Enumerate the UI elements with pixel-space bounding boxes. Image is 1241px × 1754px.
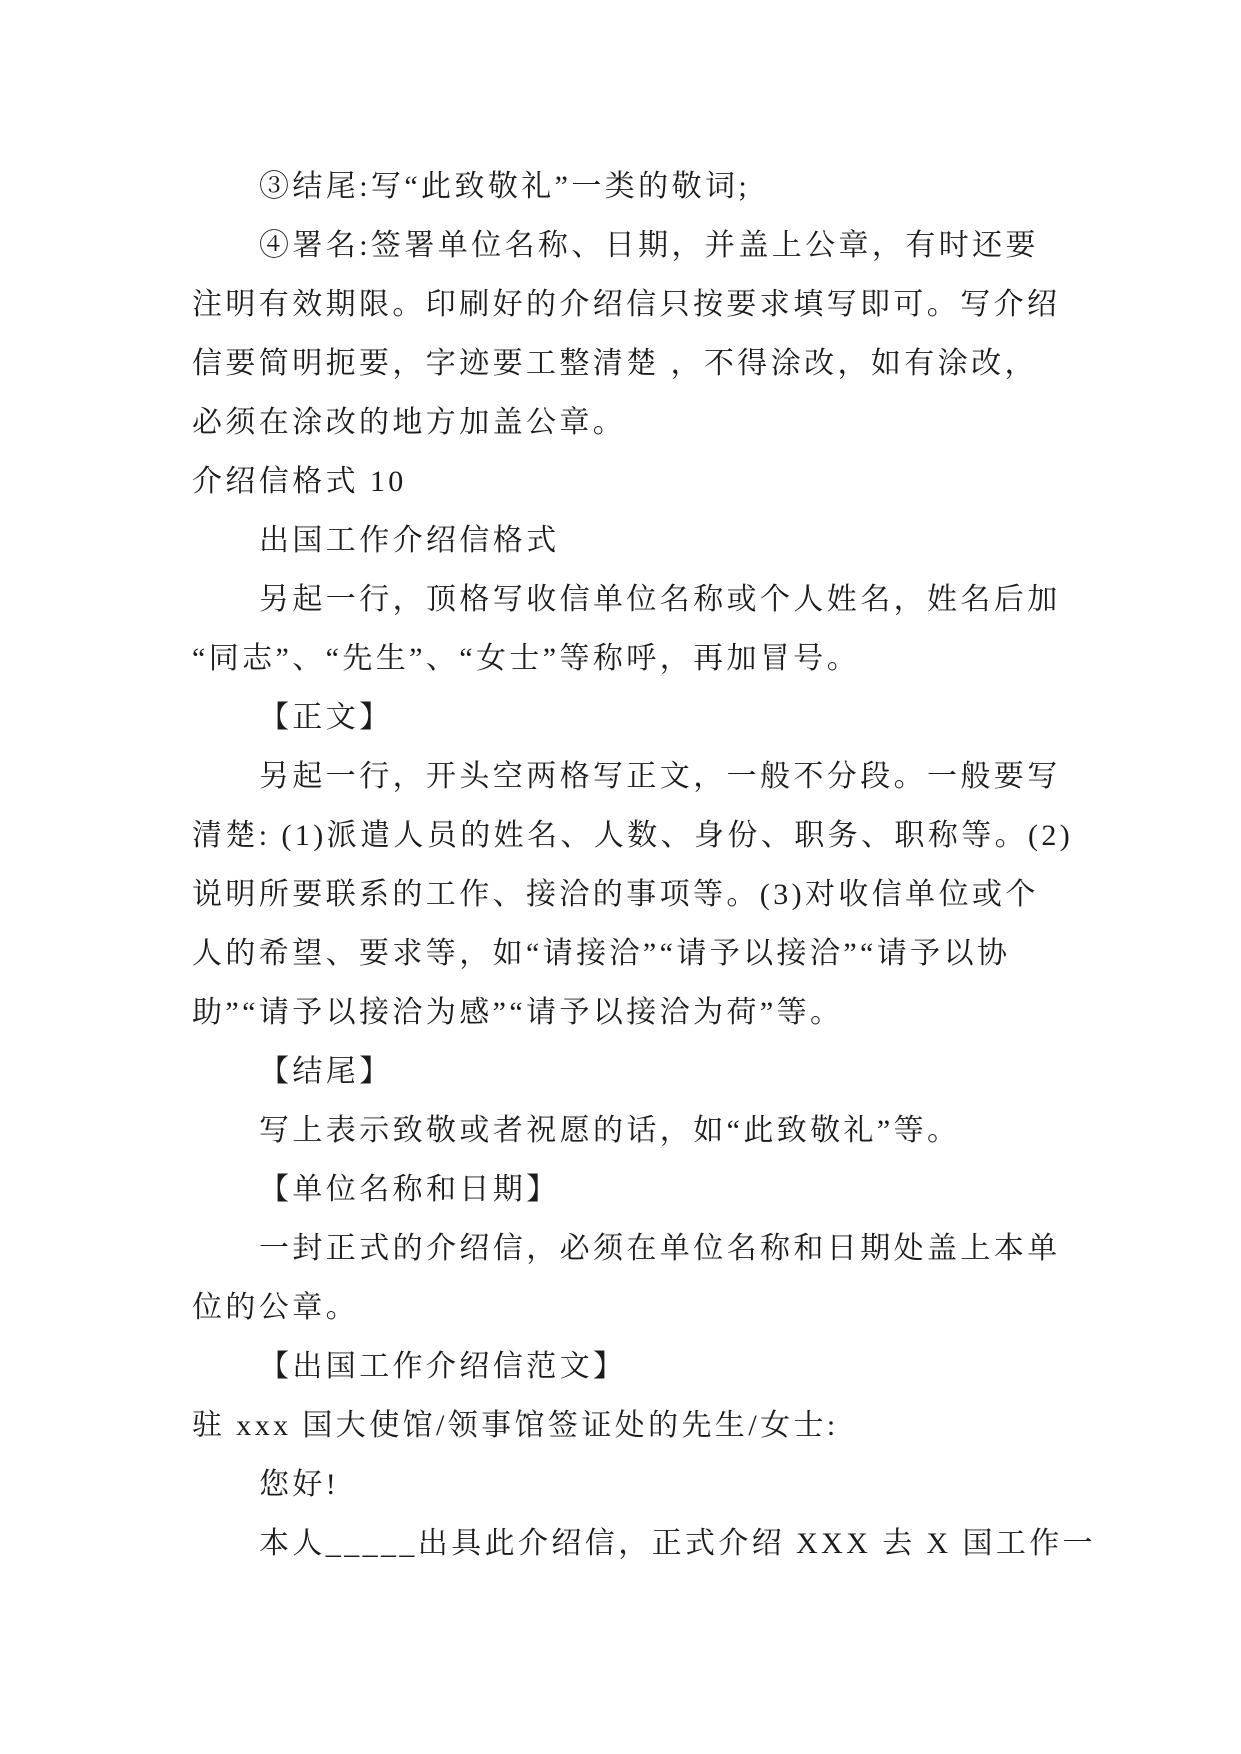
paragraph-line: ③结尾:写“此致敬礼”一类的敬词; xyxy=(259,170,751,203)
paragraph-line: 必须在涂改的地方加盖公章。 xyxy=(192,406,627,439)
paragraph-line: 注明有效期限。印刷好的介绍信只按要求填写即可。写介绍 xyxy=(192,288,1061,321)
letter-greeting: 您好! xyxy=(259,1468,340,1501)
ending-heading: 【结尾】 xyxy=(259,1055,393,1088)
letter-addressee: 驻 xxx 国大使馆/领事馆签证处的先生/女士: xyxy=(192,1409,839,1442)
body-heading: 【正文】 xyxy=(259,701,393,734)
paragraph-line: 位的公章。 xyxy=(192,1291,359,1324)
paragraph-line: 人的希望、要求等，如“请接洽”“请予以接洽”“请予以协 xyxy=(192,937,1011,970)
sample-letter xyxy=(192,1396,1241,1573)
letter-body-line: 本人_____出具此介绍信，正式介绍 XXX 去 X 国工作一 xyxy=(259,1527,1097,1560)
paragraph-line: 另起一行，开头空两格写正文，一般不分段。一般要写 xyxy=(259,760,1061,793)
body-rule-paragraph xyxy=(192,747,1241,1042)
paragraph-line: “同志”、“先生”、“女士”等称呼，再加冒号。 xyxy=(192,642,861,675)
ending-rule-paragraph xyxy=(192,1101,1241,1160)
signature-item-paragraph xyxy=(192,216,1241,452)
section-heading: 介绍信格式 10 xyxy=(192,465,407,498)
closing-item-paragraph xyxy=(192,157,1241,216)
unit-date-rule-paragraph xyxy=(192,1219,1241,1337)
paragraph-line: 助”“请予以接洽为感”“请予以接洽为荷”等。 xyxy=(192,996,844,1029)
paragraph-line: 信要简明扼要，字迹要工整清楚 ，不得涂改，如有涂改， xyxy=(192,347,1038,380)
unit-date-heading: 【单位名称和日期】 xyxy=(259,1173,560,1206)
salutation-rule-paragraph xyxy=(192,570,1241,688)
paragraph-line: 另起一行，顶格写收信单位名称或个人姓名，姓名后加 xyxy=(259,583,1061,616)
paragraph-line: 一封正式的介绍信，必须在单位名称和日期处盖上本单 xyxy=(259,1232,1061,1265)
sample-letter-heading: 【出国工作介绍信范文】 xyxy=(259,1350,627,1383)
paragraph-line: 清楚: (1)派遣人员的姓名、人数、身份、职务、职称等。(2) xyxy=(192,819,1074,852)
paragraph-line: 写上表示致敬或者祝愿的话，如“此致敬礼”等。 xyxy=(259,1114,961,1147)
paragraph-line: ④署名:签署单位名称、日期，并盖上公章，有时还要 xyxy=(259,229,1039,262)
subsection-title: 出国工作介绍信格式 xyxy=(259,524,560,557)
paragraph-line: 说明所要联系的工作、接洽的事项等。(3)对收信单位或个 xyxy=(192,878,1039,911)
